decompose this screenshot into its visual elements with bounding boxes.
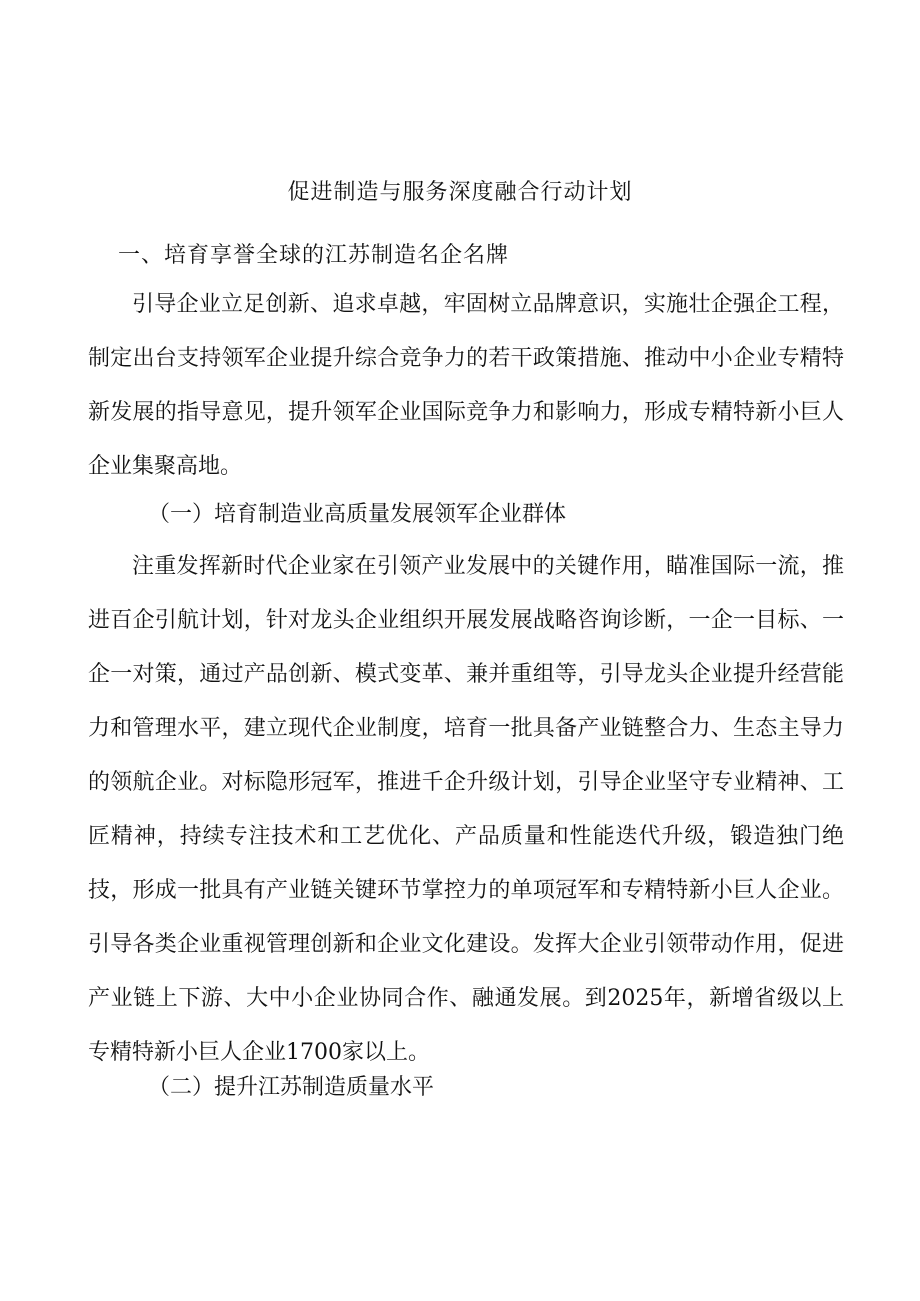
subsection-1-paragraph: 注重发挥新时代企业家在引领产业发展中的关键作用，瞄准国际一流，推进百企引航计划，针对龙头企业组织开展发展战略咨询诊断，一企一目标、一企一对策，通过产品创新、模式变革、兼并重组等，引导龙头企业提升经营能力和管理水平，建立现代企业制度，培育一批具备产业链整合力、生态主导力的领航企业。对标隐形冠军，推进千企升级计划，引导企业坚守专业精神、工匠精神，持续专注技术和工艺优化、产品质量和性能迭代升级，锻造独门绝技，形成一批具有产业链关键环节掌控力的单项冠军和专精特新小巨人企业。引导各类企业重视管理创新和企业文化建设。发挥大企业引领带动作用，促进产业链上下游、大中小企业协同合作、融通发展。到2025年，新增省级以上专精特新小巨人企业1700家以上。 — [88, 554, 844, 1065]
document-title: 促进制造与服务深度融合行动计划 — [287, 180, 633, 205]
subsection-1-heading: （一）培育制造业高质量发展领军企业群体 — [148, 502, 567, 527]
subsection-2-heading: （二）提升江苏制造质量水平 — [148, 1075, 435, 1100]
intro-paragraph: 引导企业立足创新、追求卓越，牢固树立品牌意识，实施壮企强企工程，制定出台支持领军企业提升综合竞争力的若干政策措施、推动中小企业专精特新发展的指导意见，提升领军企业国际竞争力和影响力，形成专精特新小巨人企业集聚高地。 — [88, 292, 844, 479]
section-heading: 一、培育享誉全球的江苏制造名企名牌 — [118, 243, 510, 268]
